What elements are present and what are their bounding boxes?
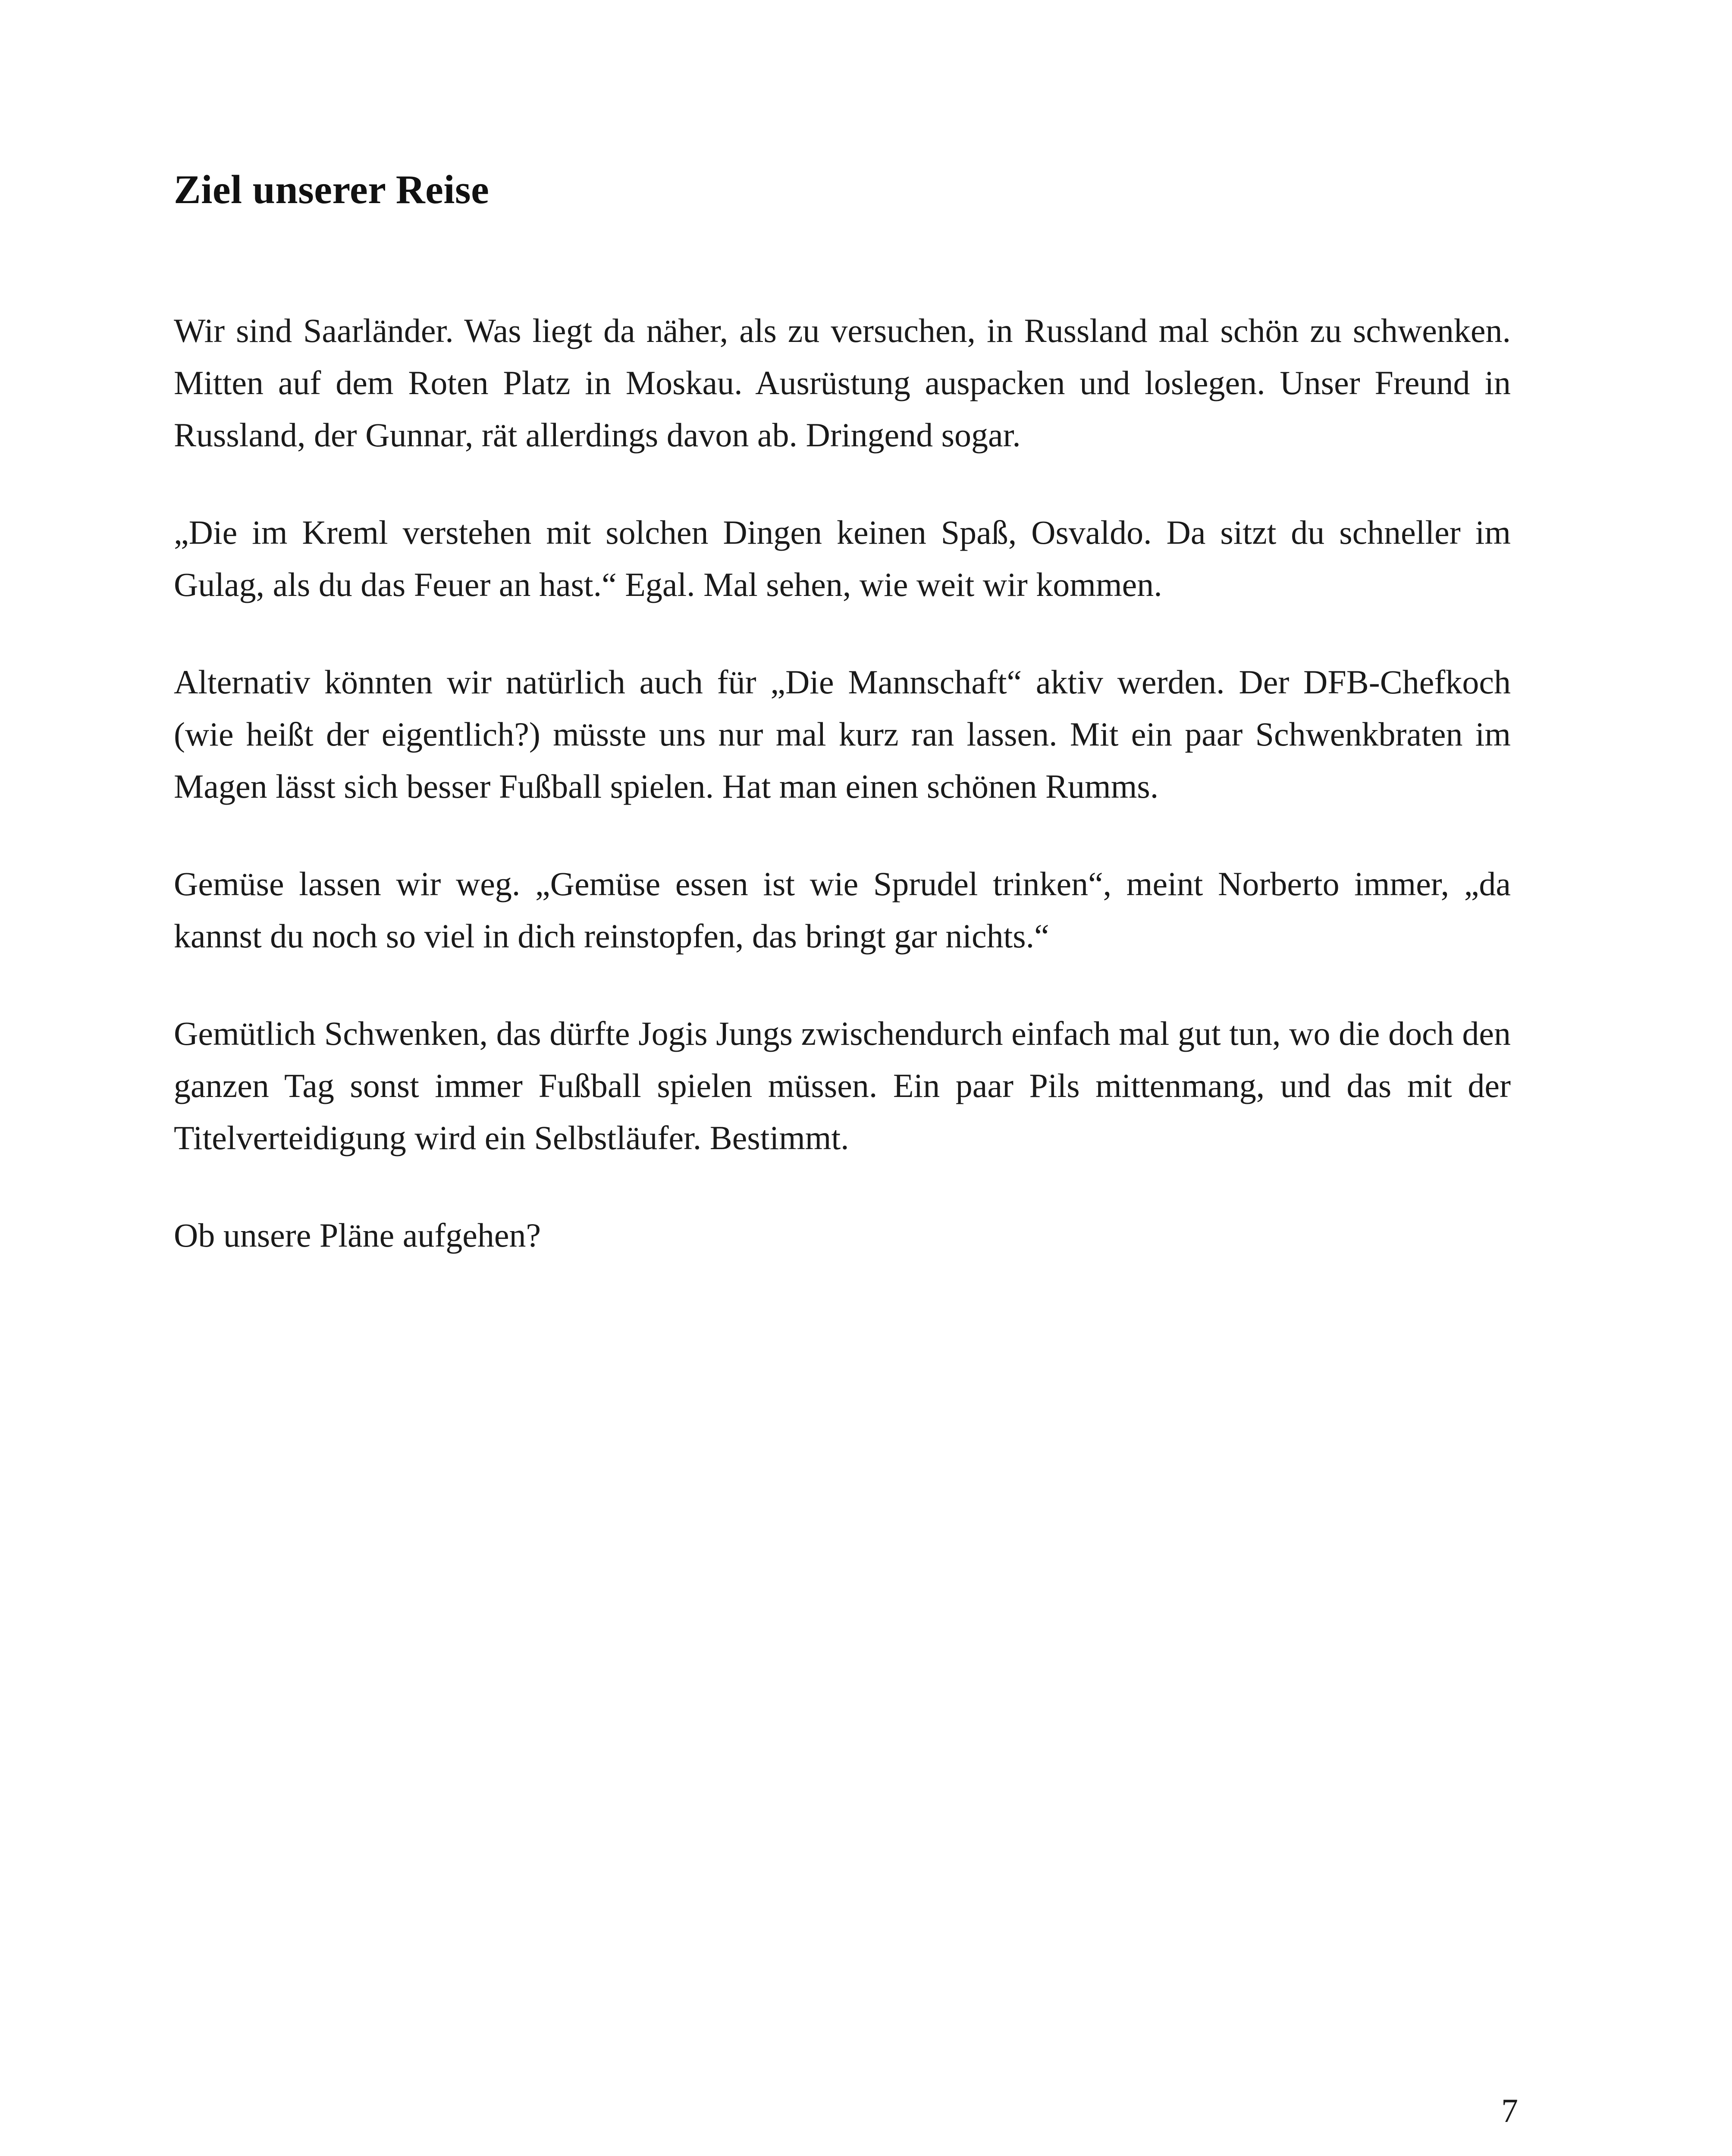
paragraph-gemuese: Gemüse lassen wir weg. „Gemüse essen ist wie Sprudel trinken“, meint Norberto immer, „da kannst du noch so viel in dich reinstopfen, das bringt gar nichts.“ [174, 865, 1511, 955]
page-number: 7 [1501, 2092, 1518, 2129]
page-content [174, 164, 1511, 1261]
chapter-heading: Ziel unserer Reise [174, 167, 489, 212]
paragraph-kreml: „Die im Kreml verstehen mit solchen Dingen keinen Spaß, Osvaldo. Da sitzt du schneller im Gulag, als du das Feuer an hast.“ Egal. Mal sehen, wie weit wir kommen. [174, 514, 1511, 603]
paragraph-closing-question: Ob unsere Pläne aufgehen? [174, 1216, 541, 1254]
paragraph-jogis-jungs: Gemütlich Schwenken, das dürfte Jogis Jungs zwischendurch einfach mal gut tun, wo die doch den ganzen Tag sonst immer Fußball spielen müssen. Ein paar Pils mittenmang, und das mit der Titelverteidigung wird ein Selbstläufer. Bestimmt. [174, 1015, 1511, 1156]
paragraph-mannschaft: Alternativ könnten wir natürlich auch für „Die Mannschaft“ aktiv werden. Der DFB-Chefkoch (wie heißt der eigentlich?) müsste uns nur mal kurz ran lassen. Mit ein paar Schwenkbraten im Magen lässt sich besser Fußball spielen. Hat man einen schönen Rumms. [174, 663, 1511, 805]
paragraph-saarlaender: Wir sind Saarländer. Was liegt da näher, als zu versuchen, in Russland mal schön zu schwenken. Mitten auf dem Roten Platz in Moskau. Ausrüstung auspacken und loslegen. Unser Freund in Russland, der Gunnar, rät allerdings davon ab. Dringend sogar. [174, 312, 1511, 454]
